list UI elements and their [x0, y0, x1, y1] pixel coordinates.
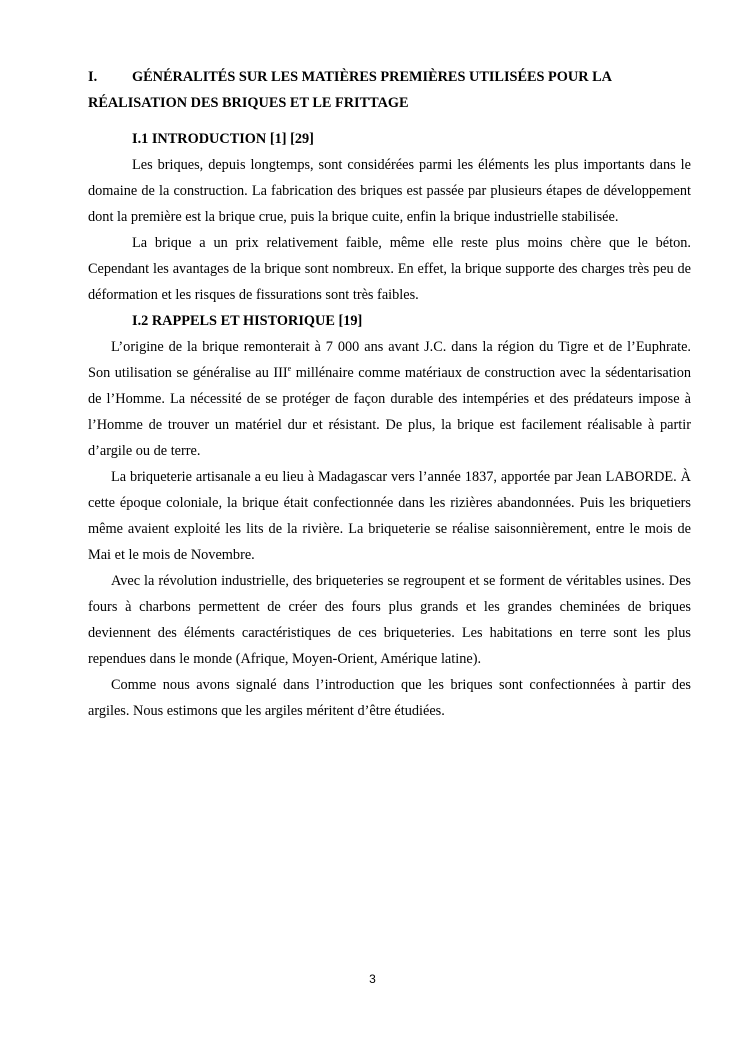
superscript: e: [287, 364, 292, 373]
section-title-introduction: I.1 INTRODUCTION [1] [29]: [132, 131, 314, 147]
paragraph-text: L’origine de la brique remonterait à 7 000 ans avant J.C. dans la région du Tigre et de l’Euphrate. Son utilisation se généralise au III: [88, 339, 691, 381]
document-page: [88, 64, 691, 724]
paragraph: Comme nous avons signalé dans l’introduction que les briques sont confectionnées à partir des argiles. Nous estimons que les argiles méritent d’être étudiées.: [88, 677, 691, 719]
paragraph: La brique a un prix relativement faible, même elle reste plus moins chère que le béton. Cependant les avantages de la brique sont nombreux. En effet, la brique supporte des charges très peu de déformation et les risques de fissurations sont très faibles.: [88, 235, 691, 303]
paragraph: Avec la révolution industrielle, des briqueteries se regroupent et se forment de véritables usines. Des fours à charbons permettent de créer des fours plus grands et les grandes cheminées de briques deviennent des éléments caractéristiques de ces briqueteries. Les habitations en terre sont les plus rependues dans le monde (Afrique, Moyen-Orient, Amérique latine).: [88, 573, 691, 667]
chapter-title-line1: GÉNÉRALITÉS SUR LES MATIÈRES PREMIÈRES UTILISÉES POUR LA: [132, 69, 612, 85]
section-title-historique: I.2 RAPPELS ET HISTORIQUE [19]: [132, 313, 363, 329]
paragraph: La briqueterie artisanale a eu lieu à Madagascar vers l’année 1837, apportée par Jean LABORDE. À cette époque coloniale, la brique était confectionnée dans les rizières abandonnées. Puis les briquetiers même avaient exploité les lits de la rivière. La briqueterie se réalise saisonnièrement, entre le mois de Mai et le mois de Novembre.: [88, 469, 691, 563]
page-number: 3: [369, 972, 376, 986]
paragraph: Les briques, depuis longtemps, sont considérées parmi les éléments les plus importants dans le domaine de la construction. La fabrication des briques est passée par plusieurs étapes de développement dont la première est la brique crue, puis la brique cuite, enfin la brique industrielle stabilisée.: [88, 157, 691, 225]
chapter-heading: [88, 64, 691, 90]
paragraph: [88, 334, 691, 464]
chapter-number: I.: [88, 69, 98, 85]
paragraph-text: millénaire comme matériaux de construction avec la sédentarisation de l’Homme. La nécessité de se protéger de façon durable des intempéries et des prédateurs impose à l’Homme de trouver un matériel dur et résistant. De plus, la brique est facilement réalisable à partir d’argile ou de terre.: [88, 365, 691, 459]
chapter-title-line2: RÉALISATION DES BRIQUES ET LE FRITTAGE: [88, 95, 409, 111]
